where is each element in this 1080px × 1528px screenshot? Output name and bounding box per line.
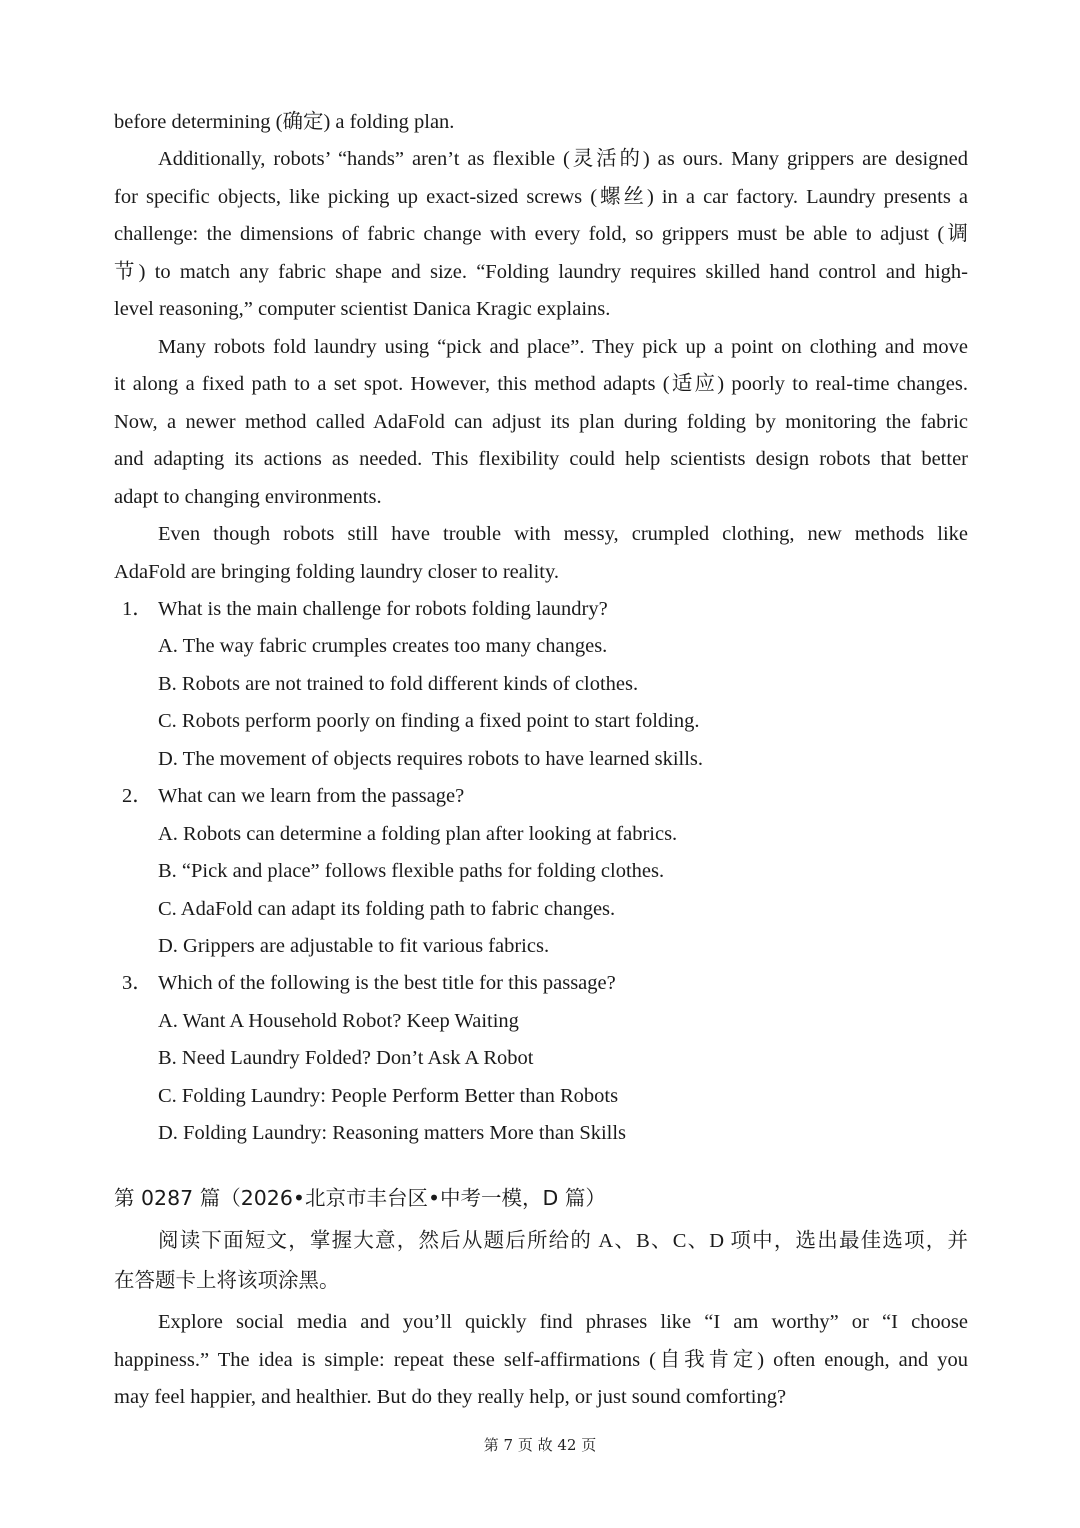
option-b: B. Robots are not trained to fold different kinds of clothes. bbox=[158, 673, 639, 695]
passage-line: may feel happier, and healthier. But do they really help, or just sound comforting? bbox=[114, 1386, 787, 1408]
passage-line: level reasoning,” computer scientist Danica Kragic explains. bbox=[114, 298, 611, 320]
passage-line: adapt to changing environments. bbox=[114, 486, 382, 508]
passage-line: happiness.” The idea is simple: repeat these self-affirmations (自我肯定) often enough, and you bbox=[114, 1349, 968, 1371]
passage-line: Even though robots still have trouble with messy, crumpled clothing, new methods like bbox=[158, 523, 968, 545]
question-number: 1． bbox=[122, 598, 153, 620]
option-d: D. The movement of objects requires robots to have learned skills. bbox=[158, 748, 704, 770]
passage-line: it along a fixed path to a set spot. However, this method adapts (适应) poorly to real-time changes. bbox=[114, 373, 968, 395]
passage-line: Explore social media and you’ll quickly find phrases like “I am worthy” or “I choose bbox=[158, 1311, 968, 1333]
passage-line: Many robots fold laundry using “pick and place”. They pick up a point on clothing and move bbox=[158, 336, 968, 358]
option-c: C. AdaFold can adapt its folding path to fabric changes. bbox=[158, 898, 616, 920]
option-b: B. “Pick and place” follows flexible paths for folding clothes. bbox=[158, 860, 665, 882]
section-heading: 第 0287 篇（2026•北京市丰台区•中考一模，D 篇） bbox=[114, 1186, 606, 1210]
passage-line: for specific objects, like picking up exact-sized screws (螺丝) in a car factory. Laundry presents a bbox=[114, 186, 968, 208]
passage-line: and adapting its actions as needed. This flexibility could help scientists design robots that better bbox=[114, 448, 968, 470]
question-text: What is the main challenge for robots folding laundry? bbox=[158, 598, 608, 620]
option-d: D. Grippers are adjustable to fit various fabrics. bbox=[158, 935, 550, 957]
page-footer: 第 7 页 故 42 页 bbox=[483, 1436, 597, 1454]
option-c: C. Robots perform poorly on finding a fixed point to start folding. bbox=[158, 710, 700, 732]
passage-line: 节) to match any fabric shape and size. “Folding laundry requires skilled hand control and high- bbox=[114, 261, 968, 283]
instruction-line: 在答题卡上将该项涂黑。 bbox=[114, 1270, 340, 1292]
option-a: A. Robots can determine a folding plan after looking at fabrics. bbox=[158, 823, 678, 845]
passage-line: AdaFold are bringing folding laundry closer to reality. bbox=[114, 561, 560, 583]
option-d: D. Folding Laundry: Reasoning matters More than Skills bbox=[158, 1122, 627, 1144]
question-text: Which of the following is the best title for this passage? bbox=[158, 972, 616, 994]
option-a: A. Want A Household Robot? Keep Waiting bbox=[158, 1010, 519, 1032]
question-number: 2． bbox=[122, 785, 153, 807]
passage-line: before determining (确定) a folding plan. bbox=[114, 111, 455, 133]
option-a: A. The way fabric crumples creates too many changes. bbox=[158, 635, 608, 657]
question-text: What can we learn from the passage? bbox=[158, 785, 465, 807]
passage-line: Additionally, robots’ “hands” aren’t as flexible (灵活的) as ours. Many grippers are designed bbox=[158, 148, 968, 170]
question-number: 3． bbox=[122, 972, 153, 994]
instruction-line: 阅读下面短文，掌握大意，然后从题后所给的 A、B、C、D 项中，选出最佳选项，并 bbox=[158, 1230, 968, 1252]
passage-line: Now, a newer method called AdaFold can adjust its plan during folding by monitoring the fabric bbox=[114, 411, 968, 433]
passage-line: challenge: the dimensions of fabric change with every fold, so grippers must be able to adjust (调 bbox=[114, 223, 968, 245]
option-b: B. Need Laundry Folded? Don’t Ask A Robot bbox=[158, 1047, 534, 1069]
option-c: C. Folding Laundry: People Perform Better than Robots bbox=[158, 1085, 619, 1107]
